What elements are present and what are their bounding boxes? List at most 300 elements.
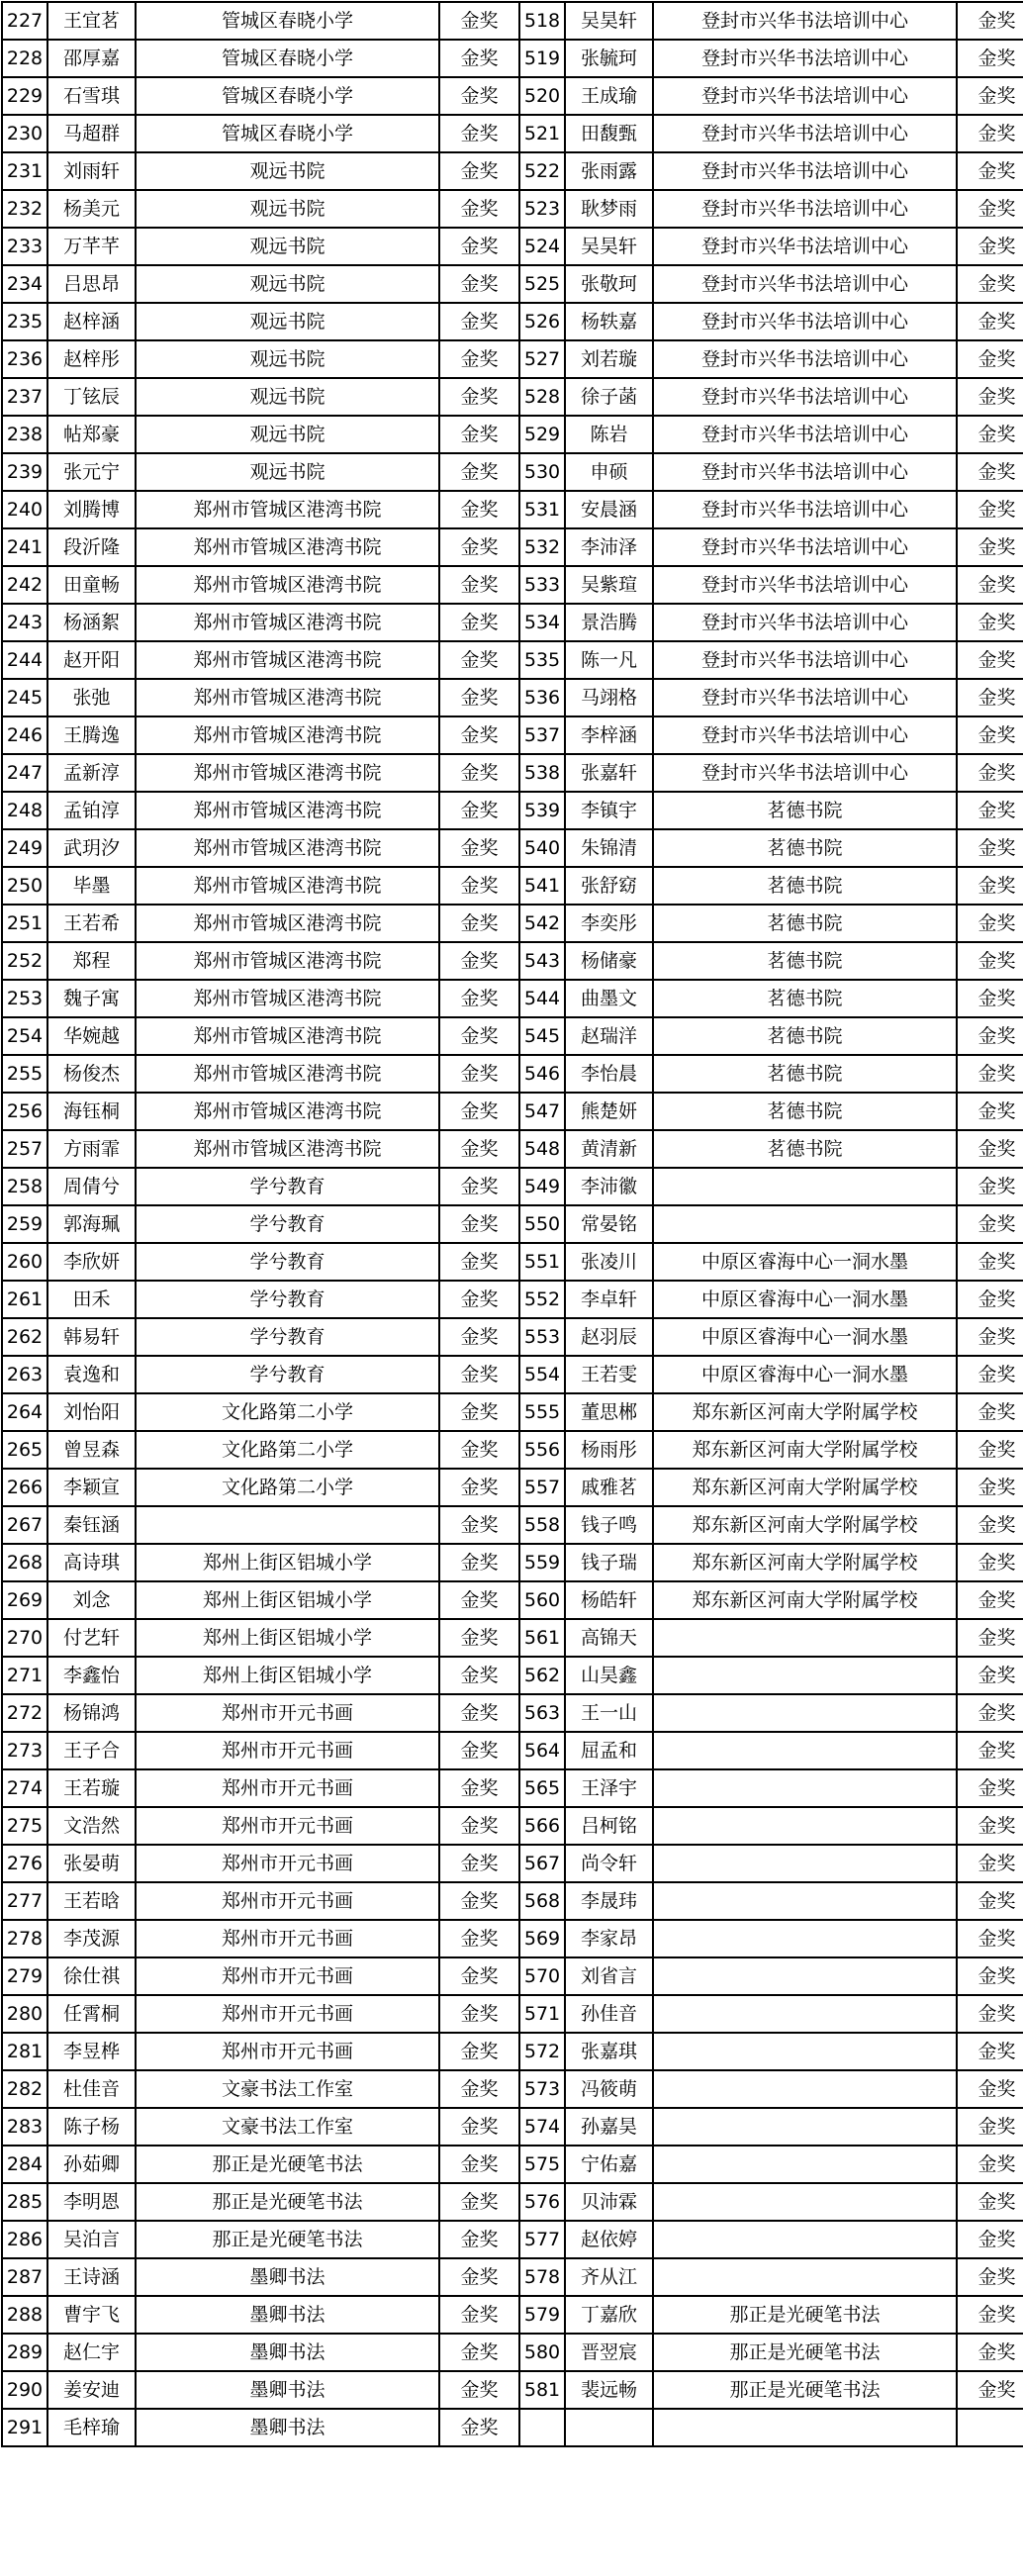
entry-number-cell: 284 [2,2146,47,2183]
award-level-cell: 金奖 [439,867,519,905]
entry-number-cell: 285 [2,2183,47,2221]
award-level-cell: 金奖 [439,77,519,115]
student-name-cell: 吴泊言 [47,2221,136,2258]
award-level-cell: 金奖 [439,1619,519,1657]
organization-cell: 郑州市管城区港湾书院 [136,679,439,716]
entry-number-cell: 524 [519,228,565,265]
entry-number-cell: 242 [2,566,47,604]
organization-cell: 郑州市管城区港湾书院 [136,566,439,604]
entry-number-cell: 283 [2,2108,47,2146]
entry-number-cell: 232 [2,190,47,228]
organization-cell [653,2108,957,2146]
organization-cell [653,1205,957,1243]
organization-cell [653,1845,957,1882]
award-level-cell: 金奖 [957,1882,1023,1920]
award-level-cell: 金奖 [957,340,1023,378]
entry-number-cell: 230 [2,115,47,152]
award-level-cell: 金奖 [439,679,519,716]
organization-cell: 郑州市管城区港湾书院 [136,528,439,566]
table-row [2,641,1023,679]
entry-number-cell: 254 [2,1017,47,1055]
award-level-cell: 金奖 [439,2296,519,2334]
entry-number-cell: 275 [2,1807,47,1845]
entry-number-cell: 519 [519,40,565,77]
award-level-cell: 金奖 [957,792,1023,829]
organization-cell: 观远书院 [136,228,439,265]
entry-number-cell: 518 [519,2,565,40]
organization-cell: 登封市兴华书法培训中心 [653,2,957,40]
entry-number-cell: 564 [519,1732,565,1769]
student-name-cell: 王成瑜 [565,77,653,115]
award-level-cell: 金奖 [957,2183,1023,2221]
student-name-cell: 段沂隆 [47,528,136,566]
organization-cell: 郑州市开元书画 [136,1957,439,1995]
student-name-cell: 钱子瑞 [565,1544,653,1581]
organization-cell: 郑东新区河南大学附属学校 [653,1506,957,1544]
student-name-cell: 武玥汐 [47,829,136,867]
award-level-cell: 金奖 [957,2070,1023,2108]
organization-cell: 登封市兴华书法培训中心 [653,265,957,303]
entry-number-cell: 581 [519,2371,565,2409]
student-name-cell: 张嘉琪 [565,2033,653,2070]
award-level-cell: 金奖 [957,453,1023,491]
entry-number-cell: 233 [2,228,47,265]
table-row [2,2409,1023,2446]
table-row [2,2033,1023,2070]
student-name-cell: 钱子鸣 [565,1506,653,1544]
entry-number-cell: 281 [2,2033,47,2070]
award-level-cell: 金奖 [957,190,1023,228]
entry-number-cell: 533 [519,566,565,604]
student-name-cell: 杨涵絮 [47,604,136,641]
award-level-cell: 金奖 [957,1995,1023,2033]
student-name-cell: 吴紫瑄 [565,566,653,604]
entry-number-cell: 264 [2,1393,47,1431]
organization-cell: 郑东新区河南大学附属学校 [653,1393,957,1431]
entry-number-cell: 532 [519,528,565,566]
student-name-cell: 秦钰涵 [47,1506,136,1544]
organization-cell: 登封市兴华书法培训中心 [653,152,957,190]
organization-cell: 郑州市开元书画 [136,1845,439,1882]
entry-number-cell: 238 [2,416,47,453]
organization-cell: 那正是光硬笔书法 [136,2221,439,2258]
award-level-cell: 金奖 [957,152,1023,190]
entry-number-cell: 244 [2,641,47,679]
entry-number-cell: 252 [2,942,47,980]
entry-number-cell: 267 [2,1506,47,1544]
award-level-cell: 金奖 [439,2108,519,2146]
student-name-cell: 徐子菡 [565,378,653,416]
organization-cell: 郑州市开元书画 [136,1769,439,1807]
student-name-cell: 孙佳音 [565,1995,653,2033]
entry-number-cell: 277 [2,1882,47,1920]
entry-number-cell: 266 [2,1469,47,1506]
student-name-cell: 付艺轩 [47,1619,136,1657]
award-level-cell: 金奖 [439,1845,519,1882]
entry-number-cell: 247 [2,754,47,792]
entry-number-cell: 255 [2,1055,47,1093]
entry-number-cell: 246 [2,716,47,754]
award-level-cell: 金奖 [957,2334,1023,2371]
student-name-cell: 申硕 [565,453,653,491]
organization-cell: 观远书院 [136,453,439,491]
student-name-cell: 王诗涵 [47,2258,136,2296]
organization-cell: 登封市兴华书法培训中心 [653,716,957,754]
organization-cell: 观远书院 [136,303,439,340]
student-name-cell: 文浩然 [47,1807,136,1845]
table-row [2,303,1023,340]
student-name-cell: 杜佳音 [47,2070,136,2108]
organization-cell: 观远书院 [136,378,439,416]
entry-number-cell: 240 [2,491,47,528]
student-name-cell: 毕墨 [47,867,136,905]
entry-number-cell: 527 [519,340,565,378]
award-level-cell: 金奖 [439,1393,519,1431]
organization-cell [653,2033,957,2070]
award-level-cell: 金奖 [957,265,1023,303]
student-name-cell: 陈岩 [565,416,653,453]
organization-cell: 学兮教育 [136,1281,439,1318]
student-name-cell: 李镇宇 [565,792,653,829]
student-name-cell: 杨储豪 [565,942,653,980]
organization-cell: 文豪书法工作室 [136,2108,439,2146]
entry-number-cell: 538 [519,754,565,792]
student-name-cell: 马翊格 [565,679,653,716]
award-level-cell: 金奖 [957,303,1023,340]
award-level-cell: 金奖 [957,2146,1023,2183]
award-level-cell: 金奖 [439,265,519,303]
student-name-cell: 王腾逸 [47,716,136,754]
award-level-cell: 金奖 [957,77,1023,115]
entry-number-cell: 234 [2,265,47,303]
award-level-cell: 金奖 [957,1769,1023,1807]
entry-number-cell: 576 [519,2183,565,2221]
award-level-cell: 金奖 [957,1281,1023,1318]
student-name-cell: 赵瑞洋 [565,1017,653,1055]
entry-number-cell: 557 [519,1469,565,1506]
entry-number-cell: 250 [2,867,47,905]
entry-number-cell: 570 [519,1957,565,1995]
award-level-cell: 金奖 [439,829,519,867]
award-level-cell: 金奖 [439,491,519,528]
organization-cell [653,1995,957,2033]
student-name-cell: 张嘉轩 [565,754,653,792]
organization-cell: 那正是光硬笔书法 [653,2296,957,2334]
student-name-cell: 丁嘉欣 [565,2296,653,2334]
student-name-cell: 刘省言 [565,1957,653,1995]
student-name-cell: 王若希 [47,905,136,942]
award-level-cell: 金奖 [957,115,1023,152]
student-name-cell: 王一山 [565,1694,653,1732]
organization-cell: 墨卿书法 [136,2334,439,2371]
student-name-cell: 李怡晨 [565,1055,653,1093]
award-level-cell: 金奖 [957,2258,1023,2296]
entry-number-cell: 520 [519,77,565,115]
organization-cell: 学兮教育 [136,1318,439,1356]
entry-number-cell: 270 [2,1619,47,1657]
table-row [2,1995,1023,2033]
student-name-cell: 赵梓涵 [47,303,136,340]
entry-number-cell: 528 [519,378,565,416]
student-name-cell [565,2409,653,2446]
organization-cell [653,2221,957,2258]
entry-number-cell: 257 [2,1130,47,1168]
award-level-cell: 金奖 [957,2108,1023,2146]
entry-number-cell: 546 [519,1055,565,1093]
table-row [2,2146,1023,2183]
table-row [2,1807,1023,1845]
entry-number-cell: 544 [519,980,565,1017]
organization-cell: 观远书院 [136,190,439,228]
table-row [2,1581,1023,1619]
entry-number-cell: 278 [2,1920,47,1957]
organization-cell: 郑州市管城区港湾书院 [136,980,439,1017]
award-level-cell: 金奖 [957,1205,1023,1243]
organization-cell [653,2070,957,2108]
award-level-cell: 金奖 [957,1544,1023,1581]
award-level-cell: 金奖 [439,1769,519,1807]
student-name-cell: 李昱桦 [47,2033,136,2070]
award-level-cell: 金奖 [957,716,1023,754]
entry-number-cell: 562 [519,1657,565,1694]
organization-cell: 登封市兴华书法培训中心 [653,604,957,641]
table-row [2,1243,1023,1281]
organization-cell: 管城区春晓小学 [136,2,439,40]
award-level-cell: 金奖 [957,378,1023,416]
award-level-cell: 金奖 [957,2296,1023,2334]
organization-cell [653,1882,957,1920]
entry-number-cell: 290 [2,2371,47,2409]
student-name-cell: 魏子寓 [47,980,136,1017]
award-level-cell: 金奖 [957,604,1023,641]
award-level-cell: 金奖 [957,2,1023,40]
student-name-cell: 李沛泽 [565,528,653,566]
entry-number-cell: 260 [2,1243,47,1281]
student-name-cell: 李卓轩 [565,1281,653,1318]
award-level-cell: 金奖 [957,228,1023,265]
organization-cell: 墨卿书法 [136,2371,439,2409]
student-name-cell: 刘若璇 [565,340,653,378]
award-level-cell: 金奖 [439,1318,519,1356]
entry-number-cell: 529 [519,416,565,453]
award-level-cell: 金奖 [439,1469,519,1506]
award-level-cell: 金奖 [957,829,1023,867]
award-level-cell: 金奖 [439,2334,519,2371]
student-name-cell: 韩易轩 [47,1318,136,1356]
student-name-cell: 晋翌宸 [565,2334,653,2371]
award-level-cell: 金奖 [957,980,1023,1017]
entry-number-cell: 523 [519,190,565,228]
student-name-cell: 毛梓瑜 [47,2409,136,2446]
award-list-table [1,1,1023,2447]
award-level-cell: 金奖 [957,1957,1023,1995]
organization-cell: 郑州市开元书画 [136,1807,439,1845]
student-name-cell: 王若晗 [47,1882,136,1920]
organization-cell: 登封市兴华书法培训中心 [653,491,957,528]
organization-cell: 文化路第二小学 [136,1431,439,1469]
table-row [2,1393,1023,1431]
student-name-cell: 张雨露 [565,152,653,190]
organization-cell: 中原区睿海中心一洞水墨 [653,1281,957,1318]
organization-cell: 登封市兴华书法培训中心 [653,416,957,453]
entry-number-cell: 539 [519,792,565,829]
table-row [2,867,1023,905]
organization-cell [653,1957,957,1995]
organization-cell: 茗德书院 [653,980,957,1017]
table-row [2,265,1023,303]
entry-number-cell: 571 [519,1995,565,2033]
table-row [2,40,1023,77]
entry-number-cell: 534 [519,604,565,641]
entry-number-cell: 554 [519,1356,565,1393]
organization-cell: 登封市兴华书法培训中心 [653,115,957,152]
organization-cell: 郑州市管城区港湾书院 [136,754,439,792]
student-name-cell: 杨皓轩 [565,1581,653,1619]
organization-cell [653,1807,957,1845]
table-row [2,1205,1023,1243]
student-name-cell: 山昊鑫 [565,1657,653,1694]
entry-number-cell: 243 [2,604,47,641]
organization-cell [653,2146,957,2183]
student-name-cell: 李颖宣 [47,1469,136,1506]
organization-cell: 那正是光硬笔书法 [653,2334,957,2371]
student-name-cell: 王子合 [47,1732,136,1769]
award-level-cell: 金奖 [439,453,519,491]
entry-number-cell: 574 [519,2108,565,2146]
table-row [2,416,1023,453]
table-row [2,1093,1023,1130]
award-level-cell: 金奖 [957,1017,1023,1055]
entry-number-cell: 551 [519,1243,565,1281]
award-level-cell: 金奖 [439,641,519,679]
student-name-cell: 李鑫怡 [47,1657,136,1694]
student-name-cell: 张舒窈 [565,867,653,905]
student-name-cell: 丁铉辰 [47,378,136,416]
student-name-cell: 田童畅 [47,566,136,604]
organization-cell: 登封市兴华书法培训中心 [653,77,957,115]
award-level-cell: 金奖 [439,2,519,40]
organization-cell: 茗德书院 [653,942,957,980]
award-level-cell: 金奖 [957,1431,1023,1469]
organization-cell: 郑东新区河南大学附属学校 [653,1581,957,1619]
award-level-cell: 金奖 [439,2221,519,2258]
student-name-cell: 海钰桐 [47,1093,136,1130]
award-level-cell: 金奖 [957,2221,1023,2258]
organization-cell [653,1619,957,1657]
student-name-cell: 杨轶嘉 [565,303,653,340]
organization-cell: 那正是光硬笔书法 [653,2371,957,2409]
organization-cell: 郑州市开元书画 [136,1694,439,1732]
table-row [2,378,1023,416]
organization-cell: 郑州市管城区港湾书院 [136,829,439,867]
student-name-cell: 吕柯铭 [565,1807,653,1845]
table-row [2,1318,1023,1356]
award-level-cell: 金奖 [957,1920,1023,1957]
table-row [2,829,1023,867]
student-name-cell: 吴昊轩 [565,228,653,265]
table-row [2,980,1023,1017]
organization-cell [653,1694,957,1732]
organization-cell: 郑州市管城区港湾书院 [136,1055,439,1093]
entry-number-cell: 272 [2,1694,47,1732]
entry-number-cell: 550 [519,1205,565,1243]
table-row [2,2371,1023,2409]
organization-cell: 郑州市管城区港湾书院 [136,604,439,641]
entry-number-cell: 553 [519,1318,565,1356]
student-name-cell: 刘念 [47,1581,136,1619]
student-name-cell: 孙茹卿 [47,2146,136,2183]
student-name-cell: 赵仁宇 [47,2334,136,2371]
award-level-cell: 金奖 [439,1168,519,1205]
organization-cell: 茗德书院 [653,905,957,942]
award-level-cell: 金奖 [957,40,1023,77]
table-row [2,1657,1023,1694]
award-level-cell: 金奖 [439,2258,519,2296]
student-name-cell: 王宜茗 [47,2,136,40]
entry-number-cell: 286 [2,2221,47,2258]
table-row [2,340,1023,378]
award-level-cell: 金奖 [957,2033,1023,2070]
student-name-cell: 刘雨轩 [47,152,136,190]
entry-number-cell: 525 [519,265,565,303]
student-name-cell: 董思郴 [565,1393,653,1431]
table-row [2,942,1023,980]
table-row [2,1356,1023,1393]
organization-cell [653,1168,957,1205]
entry-number-cell: 567 [519,1845,565,1882]
student-name-cell: 耿梦雨 [565,190,653,228]
table-row [2,2258,1023,2296]
student-name-cell: 王若雯 [565,1356,653,1393]
table-row [2,2070,1023,2108]
organization-cell [653,2409,957,2446]
entry-number-cell: 271 [2,1657,47,1694]
organization-cell: 观远书院 [136,152,439,190]
entry-number-cell: 274 [2,1769,47,1807]
student-name-cell: 马超群 [47,115,136,152]
award-level-cell: 金奖 [439,152,519,190]
student-name-cell: 张元宁 [47,453,136,491]
award-level-cell: 金奖 [439,1055,519,1093]
table-row [2,228,1023,265]
student-name-cell: 朱锦清 [565,829,653,867]
table-row [2,77,1023,115]
entry-number-cell: 273 [2,1732,47,1769]
organization-cell: 登封市兴华书法培训中心 [653,40,957,77]
award-level-cell: 金奖 [439,1093,519,1130]
award-level-cell: 金奖 [439,1657,519,1694]
award-level-cell: 金奖 [957,491,1023,528]
entry-number-cell: 537 [519,716,565,754]
award-level-cell: 金奖 [439,40,519,77]
student-name-cell: 吴昊轩 [565,2,653,40]
table-row [2,2221,1023,2258]
organization-cell: 学兮教育 [136,1168,439,1205]
student-name-cell: 陈子杨 [47,2108,136,2146]
organization-cell: 郑州上街区铝城小学 [136,1581,439,1619]
student-name-cell: 张毓珂 [565,40,653,77]
entry-number-cell: 565 [519,1769,565,1807]
award-list-body [2,2,1023,2446]
student-name-cell: 李欣妍 [47,1243,136,1281]
student-name-cell: 袁逸和 [47,1356,136,1393]
organization-cell: 登封市兴华书法培训中心 [653,340,957,378]
student-name-cell: 李晟玮 [565,1882,653,1920]
award-level-cell: 金奖 [957,1055,1023,1093]
student-name-cell: 赵羽辰 [565,1318,653,1356]
organization-cell [653,2183,957,2221]
award-level-cell: 金奖 [439,2146,519,2183]
